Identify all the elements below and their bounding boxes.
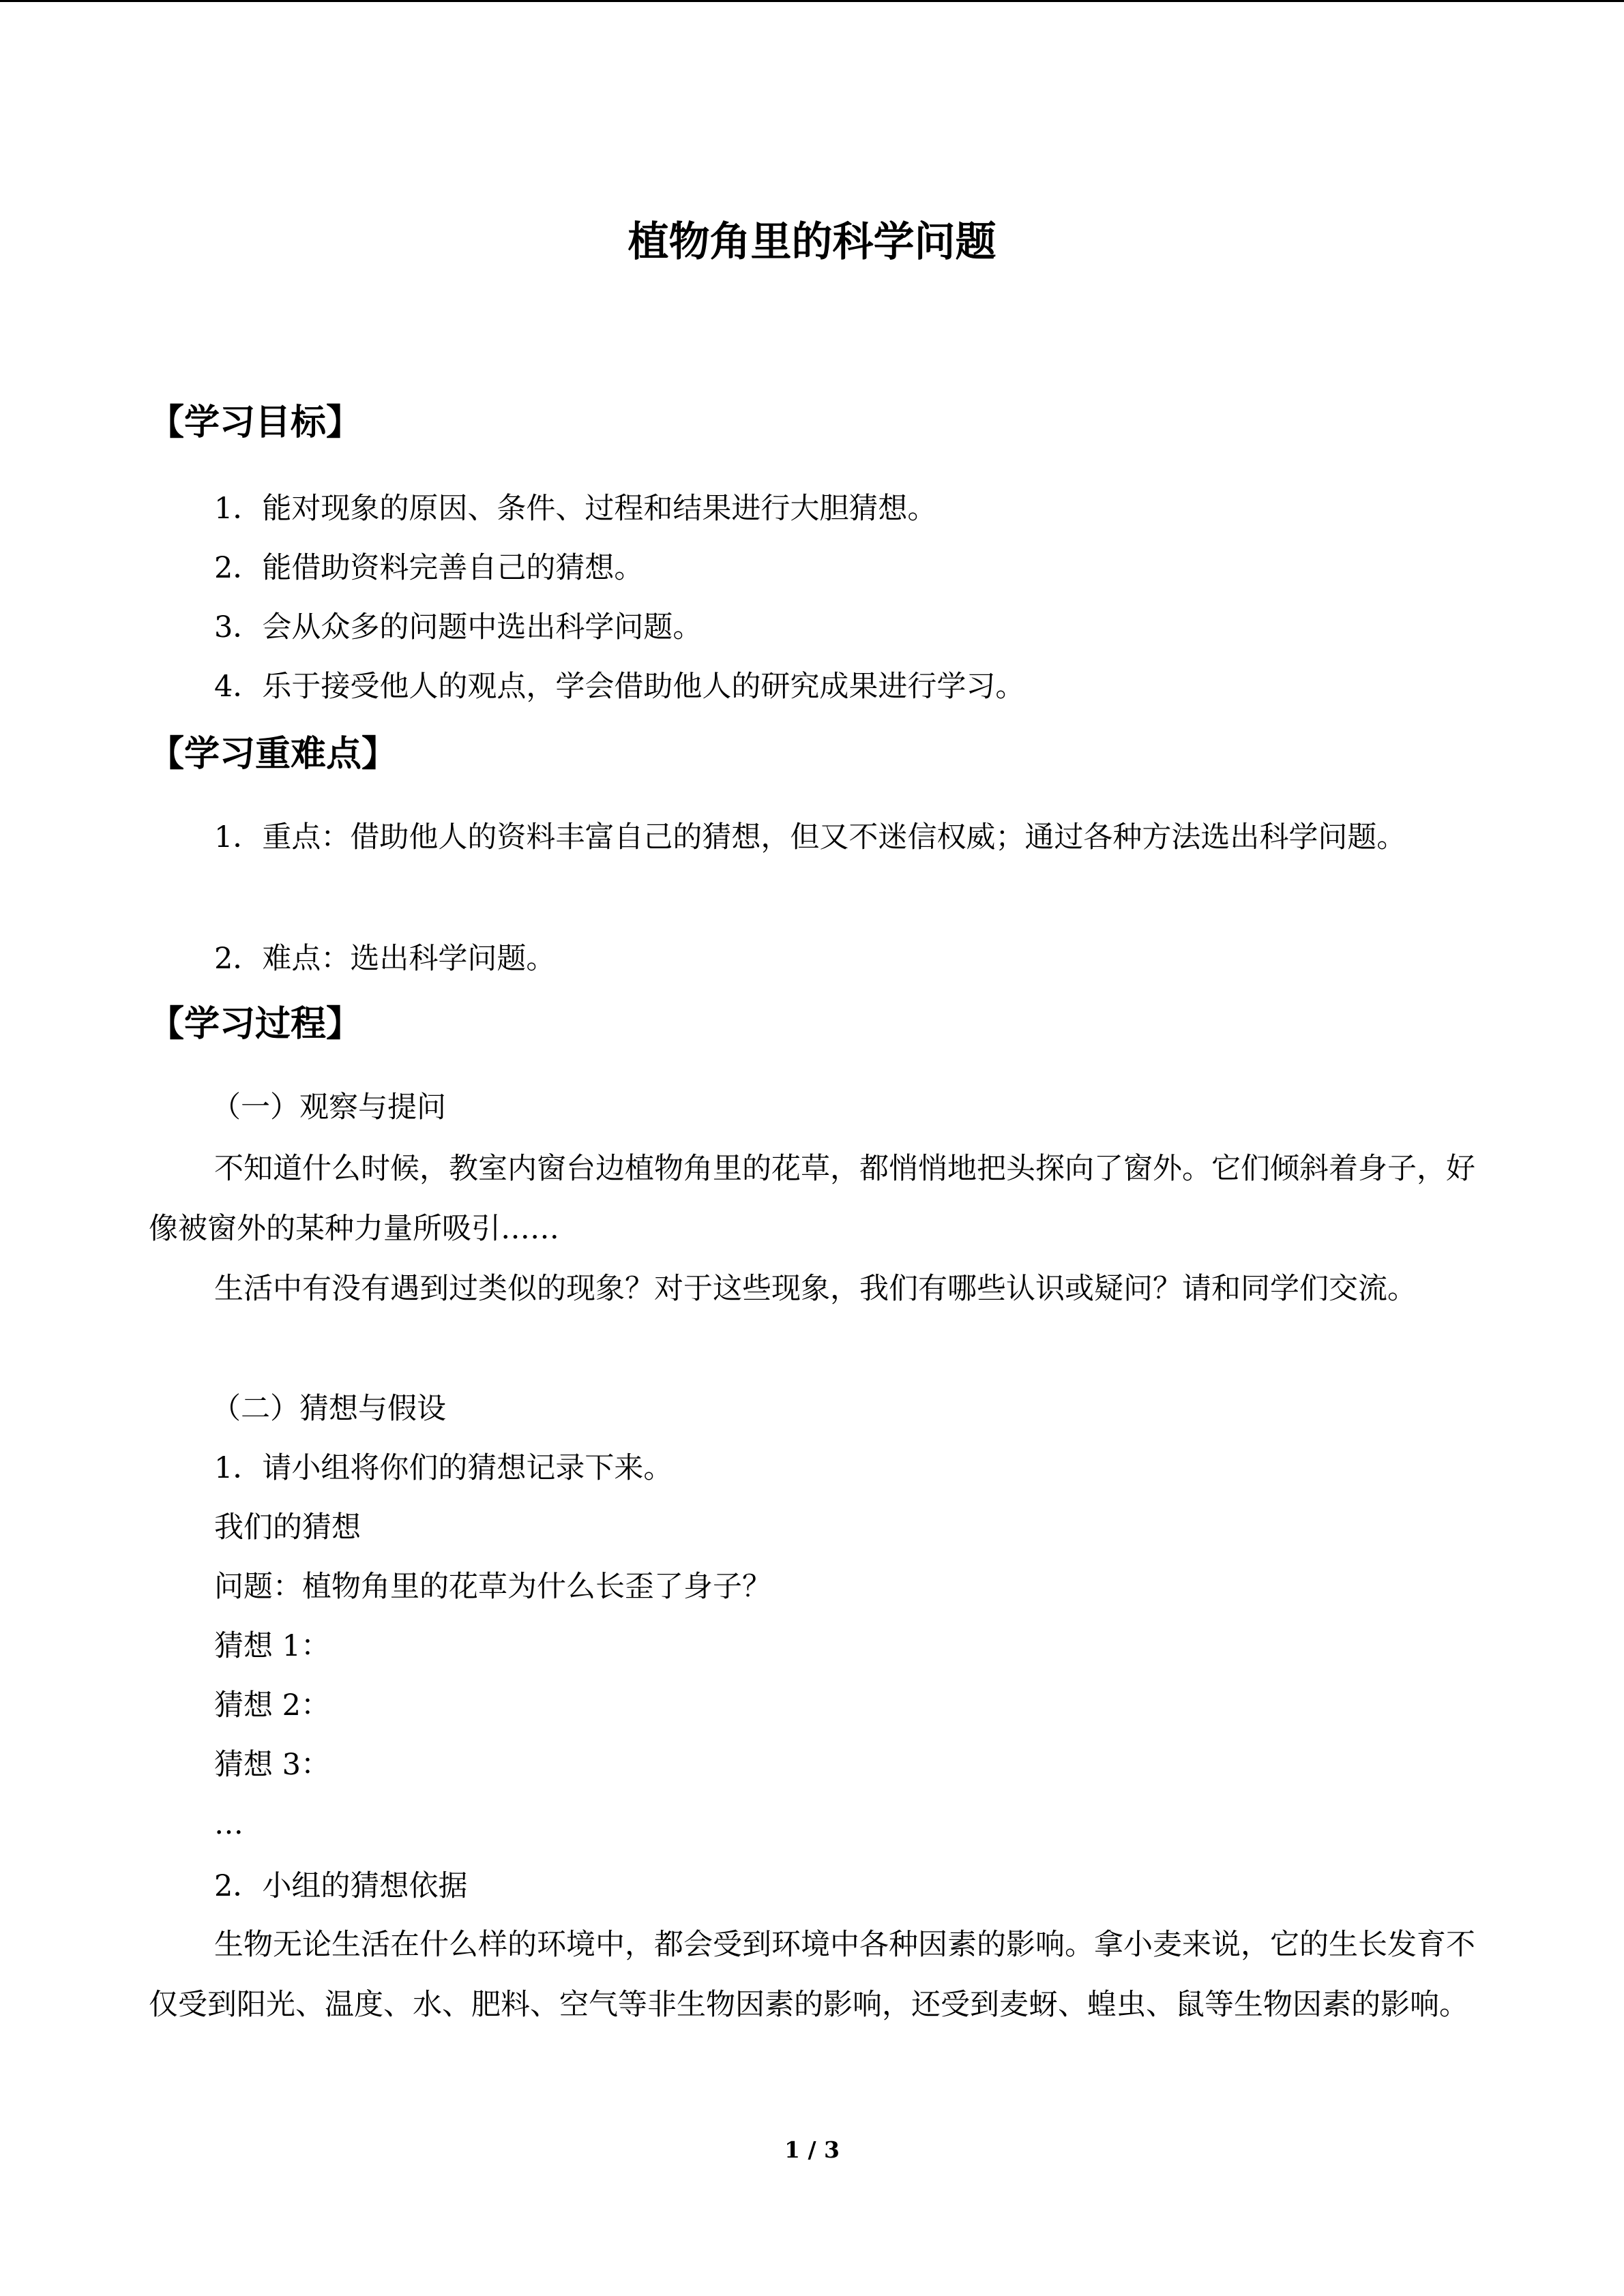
process-part2-item-2: 2．小组的猜想依据 (214, 1869, 468, 1903)
process-part1-paragraph-1: 不知道什么时候，教室内窗台边植物角里的花草，都悄悄地把头探向了窗外。它们倾斜着身子，好像被窗外的某种力量所吸引…… (149, 1152, 1475, 1246)
guess-3-label: 猜想 3： (214, 1748, 331, 1782)
section-heading-process: 【学习过程】 (149, 1004, 362, 1045)
process-part2-paragraph: 生物无论生活在什么样的环境中，都会受到环境中各种因素的影响。拿小麦来说，它的生长发育不仅受到阳光、温度、水、肥料、空气等非生物因素的影响，还受到麦蚜、蝗虫、鼠等生物因素的影响。 (149, 1928, 1475, 2022)
our-guess-label: 我们的猜想 (214, 1510, 361, 1545)
objective-item-3: 3．会从众多的问题中选出科学问题。 (214, 610, 703, 644)
key-point-item-1: 1．重点：借助他人的资料丰富自己的猜想，但又不迷信权威；通过各种方法选出科学问题。 (214, 820, 1406, 854)
objective-item-2: 2．能借助资料完善自己的猜想。 (214, 551, 644, 585)
process-part2-item-1: 1．请小组将你们的猜想记录下来。 (214, 1451, 673, 1485)
section-heading-objectives: 【学习目标】 (149, 402, 362, 443)
process-part2-title: （二）猜想与假设 (211, 1392, 446, 1426)
objective-item-1: 1．能对现象的原因、条件、过程和结果进行大胆猜想。 (214, 492, 937, 526)
objective-item-4: 4．乐于接受他人的观点，学会借助他人的研究成果进行学习。 (214, 670, 1025, 704)
section-heading-key-points: 【学习重难点】 (149, 734, 398, 775)
process-part1-paragraph-2: 生活中有没有遇到过类似的现象？对于这些现象，我们有哪些认识或疑问？请和同学们交流。 (214, 1272, 1417, 1306)
guess-ellipsis: … (214, 1807, 243, 1841)
guess-question: 问题：植物角里的花草为什么长歪了身子？ (214, 1570, 771, 1604)
guess-2-label: 猜想 2： (214, 1688, 331, 1723)
key-point-item-2: 2．难点：选出科学问题。 (214, 942, 556, 976)
process-part1-title: （一）观察与提问 (211, 1090, 446, 1124)
guess-1-label: 猜想 1： (214, 1629, 331, 1663)
document-title: 植物角里的科学问题 (628, 218, 996, 266)
page-number: 1 / 3 (784, 2136, 840, 2163)
